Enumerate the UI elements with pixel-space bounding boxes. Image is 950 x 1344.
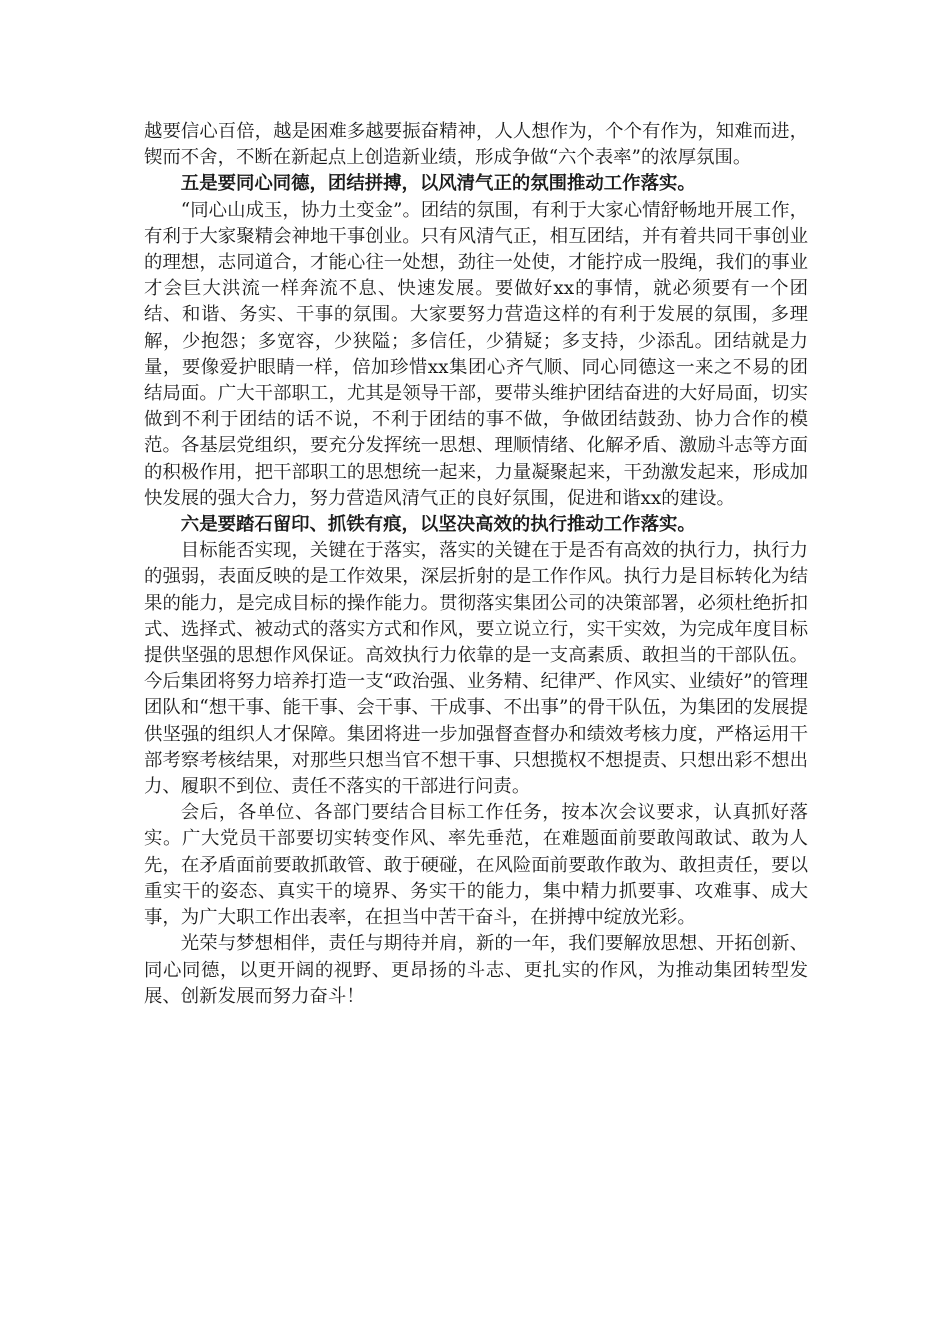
closing-paragraph: 光荣与梦想相伴，责任与期待并肩，新的一年，我们要解放思想、开拓创新、同心同德，以更开阔的视野、更昂扬的斗志、更扎实的作风，为推动集团转型发展、创新发展而努力奋斗！ (144, 933, 808, 1007)
body-paragraph: 目标能否实现，关键在于落实，落实的关键在于是否有高效的执行力，执行力的强弱，表面反映的是工作效果，深层折射的是工作作风。执行力是目标转化为结果的能力，是完成目标的操作能力。贯彻落实集团公司的决策部署，必须杜绝折扣式、选择式、被动式的落实方式和作风，要立说立行，实干实效，为完成年度目标提供坚强的思想作风保证。高效执行力依靠的是一支高素质、敢担当的干部队伍。今后集团将努力培养打造一支“政治强、业务精、纪律严、作风实、业绩好”的管理团队和“想干事、能干事、会干事、干成事、不出事”的骨干队伍，为集团的发展提供坚强的组织人才保障。集团将进一步加强督查督办和绩效考核力度，严格运用干部考察考核结果，对那些只想当官不想干事、只想揽权不想提责、只想出彩不想出力、履职不到位、责任不落实的干部进行问责。 (144, 540, 808, 798)
body-paragraph: “同心山成玉，协力土变金”。团结的氛围，有利于大家心情舒畅地开展工作，有利于大家聚精会神地干事创业。只有风清气正，相互团结，并有着共同干事创业的理想，志同道合，才能心往一处想，劲往一处使，才能拧成一股绳，我们的事业才会巨大洪流一样奔流不息、快速发展。要做好xx的事情，就必须要有一个团结、和谐、务实、干事的氛围。大家要努力营造这样的有利于发展的氛围，多理解，少抱怨；多宽容，少狭隘；多信任，少猜疑；多支持，少添乱。团结就是力量，要像爱护眼睛一样，倍加珍惜xx集团心齐气顺、同心同德这一来之不易的团结局面。广大干部职工，尤其是领导干部，要带头维护团结奋进的大好局面，切实做到不利于团结的话不说，不利于团结的事不做，争做团结鼓劲、协力合作的模范。各基层党组织，要充分发挥统一思想、理顺情绪、化解矛盾、激励斗志等方面的积极作用，把干部职工的思想统一起来，力量凝聚起来，干劲激发起来，形成加快发展的强大合力，努力营造风清气正的良好氛围，促进和谐xx的建设。 (144, 199, 808, 509)
section-heading-five: 五是要同心同德，团结拼搏，以风清气正的氛围推动工作落实。 (180, 173, 696, 195)
document-body (144, 119, 808, 1010)
section-heading-six: 六是要踏石留印、抓铁有痕，以坚决高效的执行推动工作落实。 (180, 514, 696, 536)
body-paragraph: 会后，各单位、各部门要结合目标工作任务，按本次会议要求，认真抓好落实。广大党员干部要切实转变作风、率先垂范，在难题面前要敢闯敢试、敢为人先，在矛盾面前要敢抓敢管、敢于硬碰，在风险面前要敢作敢为、敢担责任，要以重实干的姿态、真实干的境界、务实干的能力，集中精力抓要事、攻难事、成大事，为广大职工作出表率，在担当中苦干奋斗，在拼搏中绽放光彩。 (144, 802, 808, 929)
body-paragraph-continued: 越要信心百倍，越是困难多越要振奋精神，人人想作为，个个有作为，知难而进，锲而不舍，不断在新起点上创造新业绩，形成争做“六个表率”的浓厚氛围。 (144, 121, 808, 169)
